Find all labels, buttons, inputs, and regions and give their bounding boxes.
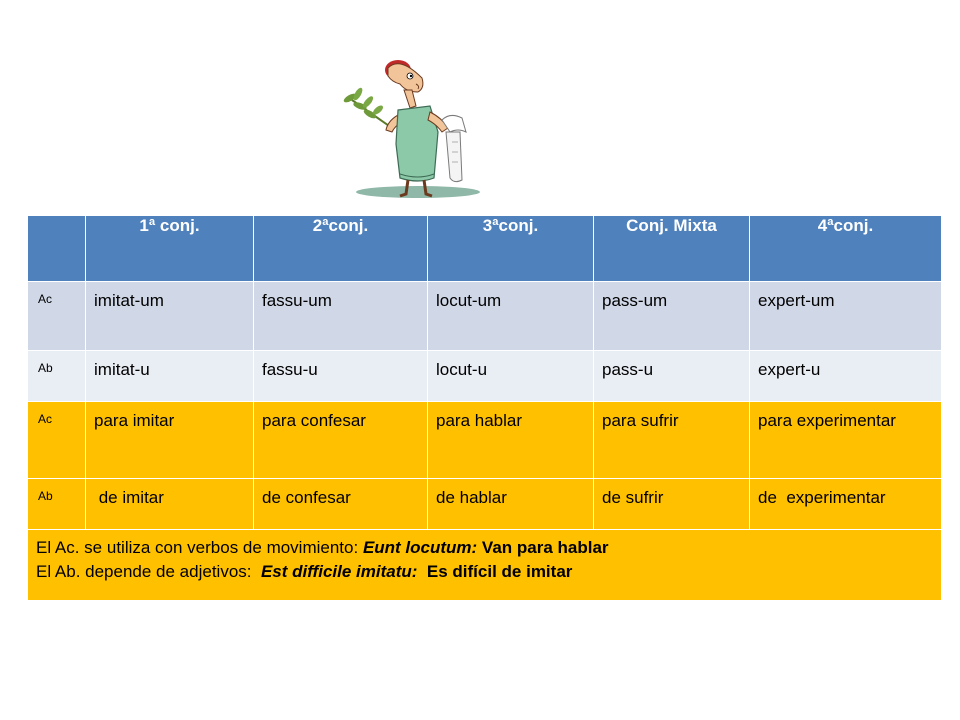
header-cell-conj1: 1ª conj. (86, 216, 254, 282)
case-label: Ac (28, 282, 86, 351)
table-cell: imitat-um (86, 282, 254, 351)
table-row (28, 351, 942, 402)
case-label: Ac (28, 402, 86, 479)
note-prefix: El Ab. depende de adjetivos: (36, 562, 261, 581)
table-row (28, 402, 942, 479)
table-cell: locut-u (428, 351, 594, 402)
table-cell: pass-um (594, 282, 750, 351)
roman-figure-illustration (330, 48, 500, 200)
header-cell-conj3: 3ªconj. (428, 216, 594, 282)
table-header-row (28, 216, 942, 282)
table-cell: de sufrir (594, 479, 750, 530)
spanish-translation: Es difícil de imitar (417, 562, 573, 581)
spanish-translation: Van para hablar (477, 538, 609, 557)
figure-head (385, 60, 423, 92)
table-row (28, 282, 942, 351)
header-cell-empty (28, 216, 86, 282)
table-cell: imitat-u (86, 351, 254, 402)
table-cell: para sufrir (594, 402, 750, 479)
table-cell: de hablar (428, 479, 594, 530)
table-row (28, 479, 942, 530)
header-cell-conj2: 2ªconj. (254, 216, 428, 282)
table-cell: expert-um (750, 282, 942, 351)
table-cell: de experimentar (750, 479, 942, 530)
table-cell: para confesar (254, 402, 428, 479)
table-cell: fassu-um (254, 282, 428, 351)
scroll-icon (442, 115, 466, 181)
table-cell: para hablar (428, 402, 594, 479)
case-label: Ab (28, 351, 86, 402)
table-cell: expert-u (750, 351, 942, 402)
note-prefix: El Ac. se utiliza con verbos de movimiento: (36, 538, 363, 557)
conjugation-table (27, 215, 942, 601)
usage-notes (28, 530, 942, 601)
table-cell: de confesar (254, 479, 428, 530)
header-cell-mixed: Conj. Mixta (594, 216, 750, 282)
table-cell: de imitar (86, 479, 254, 530)
latin-example: Est difficile imitatu: (260, 562, 418, 581)
ground-shadow (356, 186, 480, 198)
note-accusative (36, 536, 941, 560)
note-ablative (36, 560, 941, 584)
table-cell: fassu-u (254, 351, 428, 402)
figure-neck (404, 90, 416, 108)
header-cell-conj4: 4ªconj. (750, 216, 942, 282)
case-label: Ab (28, 479, 86, 530)
table-cell: para experimentar (750, 402, 942, 479)
notes-row (28, 530, 942, 601)
table-cell: pass-u (594, 351, 750, 402)
latin-example: Eunt locutum: (362, 538, 478, 557)
olive-branch-icon (342, 86, 392, 128)
table-cell: para imitar (86, 402, 254, 479)
table-cell: locut-um (428, 282, 594, 351)
